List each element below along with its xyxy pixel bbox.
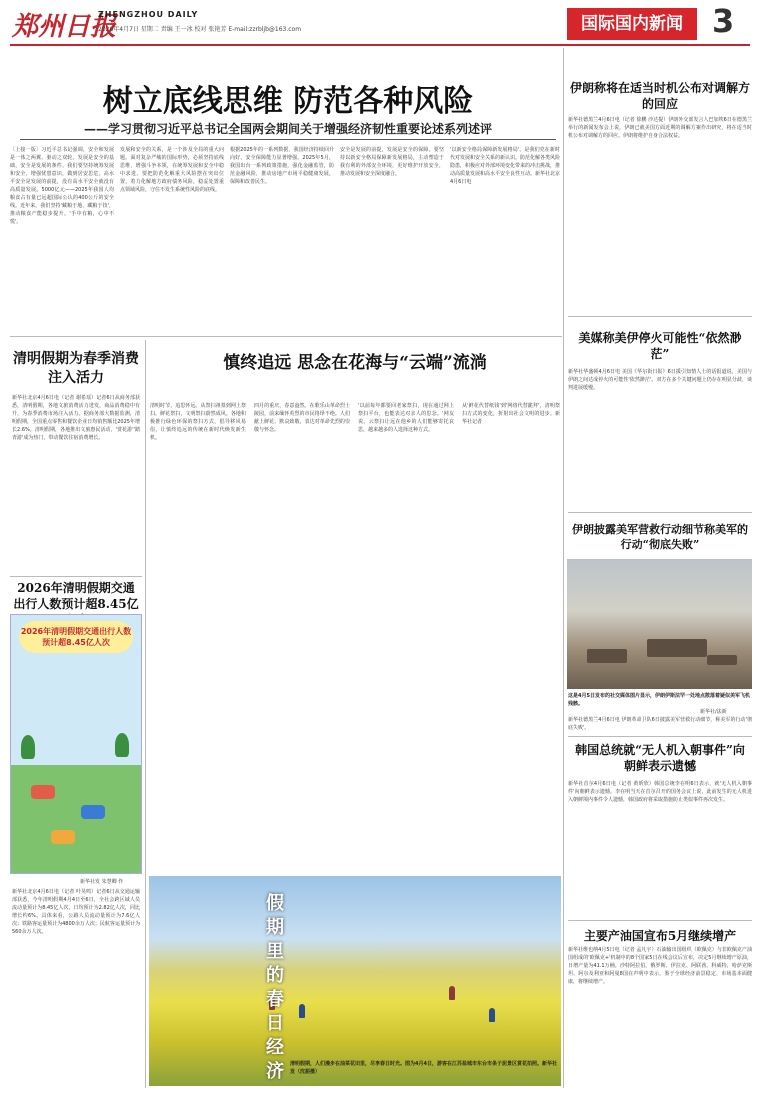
yunduan-column-1: 清明时节，追思怀远。从祭扫祖墓到网上祭扫、鲜花祭扫，文明祭扫蔚然成风。各地积极推行绿色环保的祭扫方式，倡导移风易俗，让慎终追远的传统在新时代焕发新生机。 xyxy=(150,403,246,441)
car-graphic xyxy=(51,830,75,844)
masthead-rule xyxy=(10,44,750,46)
tree-graphic xyxy=(115,733,129,757)
flower-photo-caption: 清明假期，人们漫步在油菜花田里，尽享春日时光。图为4月4日，游客在江苏盐城市东台市条子泥景区赏花拍照。新华社发（沈振摄） xyxy=(290,1061,557,1075)
iran-rescue-headline: 伊朗披露美军营救行动细节称美军的行动“彻底失败” xyxy=(572,523,748,551)
korea-drone-body: 新华社首尔4月6日电（记者 黄昕欣）韩国总统李在明6日表示，就'无人机入朝事件'向朝鲜表示遗憾。李在明当天在首尔召开的国务会议上说，此前发生的无人机进入朝鲜境内事件令人遗憾，韩国政府将采取措施防止类似事件再次发生。 xyxy=(568,781,752,803)
column-divider xyxy=(145,340,146,1088)
spring-economy-vertical-title: 假期里的春日经济 xyxy=(266,893,284,1082)
holiday-rule xyxy=(10,576,142,577)
tourist-figure xyxy=(299,1004,305,1018)
lead-bottom-rule xyxy=(10,336,562,337)
column-divider-right xyxy=(563,48,564,1088)
lead-column-4: 安全是发展的前提，发展是安全的保障。要坚持以新安全格局保障新发展格局，主动塑造于我有利的外部安全环境，更好维护开放安全，推动发展和安全深度融合。 xyxy=(340,147,444,177)
lead-column-2: 发展和安全的关系，是一个涉及全局的重大问题。面对复杂严峻的国际形势，必须坚持底线思维，增强斗争本领，在统筹发展和安全中稳中求进。要把防范化解重大风险摆在突出位置，着力化解地方政府债务风险，稳妥处置重点领域风险，守住不发生系统性风险的底线。 xyxy=(120,147,224,193)
debris-shape xyxy=(587,649,627,663)
iran-mediation-headline: 伊朗称将在适当时机公布对调解方的回应 xyxy=(570,81,751,111)
yunduan-column-3: '以前每年都要回老家祭扫，现在通过网上祭扫平台，也能表达对亲人的思念。'网友说。云祭扫让远在他乡的人们能够寄托哀思，越来越多的人选择这种方式。 xyxy=(358,403,454,433)
masthead xyxy=(0,0,761,70)
debris-shape xyxy=(707,655,737,665)
us-iran-body: 新华社华盛顿4月6日电 美国《华尔街日报》6日援引知情人士的话报道说，美国与伊朗之间达成停火的可能性'依然渺茫'。双方在多个关键问题上仍存在明显分歧，谈判进展缓慢。 xyxy=(568,369,752,391)
right-rule-2 xyxy=(568,512,752,513)
debris-shape xyxy=(647,639,707,657)
lead-headline: 树立底线思维 防范各种风险 xyxy=(102,84,474,119)
lead-subhead: ——学习贯彻习近平总书记全国两会期间关于增强经济韧性重要论述系列述评 xyxy=(83,122,492,136)
qingming-traffic-headline: 2026年清明假期交通出行人数预计超8.45亿 xyxy=(13,581,139,611)
road-graphic xyxy=(11,765,142,874)
iran-debris-credit: 新华社/法新 xyxy=(700,709,727,715)
lead-column-3: 根据2025年的一系列数据，我国经济持续回升向好，安全保障能力显著增强。2025年5月，我国出台一系列政策措施，强化金融监管，防范金融风险，推动房地产市场平稳健康发展，保障和改善民生。 xyxy=(230,147,334,185)
illustration-banner: 2026年清明假期交通出行人数预计超8.45亿人次 xyxy=(19,621,133,653)
yunduan-headline: 慎终追远 思念在花海与“云端”流淌 xyxy=(223,353,487,373)
flower-field-photo xyxy=(149,876,561,1086)
qingming-traffic-body: 新华社北京4月6日电（记者 叶昊鸣）记者6日从交通运输部获悉，今年清明假期4月4日至6日，全社会跨区域人员流动量预计为8.45亿人次，日均预计为2.82亿人次，同比增长约6%。具体来看，公路人员流动量预计为7.6亿人次；铁路客运量预计为4800余万人次；民航客运量预计为560余万人次。 xyxy=(12,889,140,935)
section-title: 国际国内新闻 xyxy=(567,8,697,40)
lead-column-5: '以新安全格局保障新发展格局'，是我们党在新时代对发展和安全关系的新认识。防范化解各类风险隐患，积极应对外部环境变化带来的冲击挑战，推动高质量发展和高水平安全良性互动。新华社北京4月6日电 xyxy=(450,147,560,185)
iran-rescue-body: 新华社德黑兰4月6日电 伊朗革命卫队6日披露美军营救行动细节，称美军的行动'彻底失败'。 xyxy=(568,717,752,731)
newspaper-logo: 郑州日报 xyxy=(12,12,117,42)
iran-mediation-body: 新华社德黑兰4月6日电（记者 徐鹏 沙达提）伊朗外交部发言人巴加埃6日在德黑兰举行的新闻发布会上说，伊朗已就美国方面近期的调解方案作出研究，将在适当时机公布对调解方的回应。伊朗将维护自身合法权益。 xyxy=(568,117,752,139)
qingming-holiday-headline: 清明假期为春季消费注入活力 xyxy=(13,351,139,386)
opec-headline: 主要产油国宣布5月继续增产 xyxy=(583,929,737,943)
yunduan-column-4: 从'鲜花代替纸钱'到'网络代替跪拜'，清明祭扫方式的变化，折射出社会文明的进步。新华社记者 xyxy=(462,403,560,425)
tourist-figure xyxy=(489,1008,495,1022)
right-rule-1 xyxy=(568,316,752,317)
right-rule-4 xyxy=(568,920,752,921)
us-iran-headline: 美媒称美伊停火可能性“依然渺茫” xyxy=(578,331,742,361)
daily-en-title: ZHENGZHOU DAILY xyxy=(98,10,199,19)
iran-debris-caption: 这是4月5日发布的社交媒体图片显示，伊朗伊斯法罕一处地点散落着疑似美军飞机残骸。 xyxy=(568,693,750,707)
dateline: 2026年4月7日 星期二 责编 王一冰 校对 张艳芳 E-mail:zzrbljb@163.com xyxy=(98,26,302,33)
lead-column-1: 〔上接一版〕习近平总书记强调，安全和发展是一体之两翼、驱动之双轮。发展是安全的基础，安全是发展的条件。我们要坚持统筹发展和安全，增强忧患意识，做到居安思危。高水平安全是发展的前提，没有高水平安全就没有高质量发展。5000亿元——2025年我国人均粮食占有量已远超国际公认的400公斤的安全线。近年来，我们坚持'藏粮于地、藏粮于技'，推动粮食产能稳步提升。'手中有粮，心中不慌'。 xyxy=(10,147,114,225)
tourist-figure xyxy=(449,986,455,1000)
lead-subhead-rule xyxy=(20,139,556,140)
korea-drone-headline: 韩国总统就“无人机入朝事件”向朝鲜表示遗憾 xyxy=(575,743,745,773)
page-number: 3 xyxy=(712,2,735,40)
opec-body: 新华社维也纳4月5日电（记者 孟凡宇）石油输出国组织（欧佩克）与非欧佩克产油国组成的'欧佩克+'机制中的8个国家5日在线会议后宣布，决定5月继续增产原油，日增产量为41.1万桶。沙特阿拉伯、俄罗斯、伊拉克、阿联酋、科威特、哈萨克斯坦、阿尔及利亚和阿曼8国在声明中表示，鉴于全球经济前景稳定、市场基本面健康，将继续增产。 xyxy=(568,947,752,985)
right-rule-3 xyxy=(568,736,752,737)
traffic-illustration-credit: 新华社发 朱慧卿 作 xyxy=(80,879,124,885)
car-graphic xyxy=(81,805,105,819)
traffic-illustration xyxy=(10,614,142,874)
car-graphic xyxy=(31,785,55,799)
qingming-holiday-body: 新华社北京4月6日电（记者 谢希瑶）记者6日从商务部获悉，清明假期，各地文旅消费活力迸发，商品消费稳中有升，为春季消费市场注入活力。据商务部大数据监测，清明假期，全国重点零售和餐饮企业日均销售额比2025年增长2.6%。清明假期，各地推出文旅惠民活动，'赏花游''踏青游'成为热门，带动餐饮住宿消费增长。 xyxy=(12,395,140,441)
tree-graphic xyxy=(21,735,35,759)
iran-debris-photo xyxy=(567,559,752,689)
yunduan-column-2: 四月的重庆，春意盎然。在歌乐山革命烈士陵园，前来缅怀英烈的市民络绎不绝。人们献上鲜花、默哀致敬，表达对革命先烈的崇敬与怀念。 xyxy=(254,403,350,433)
